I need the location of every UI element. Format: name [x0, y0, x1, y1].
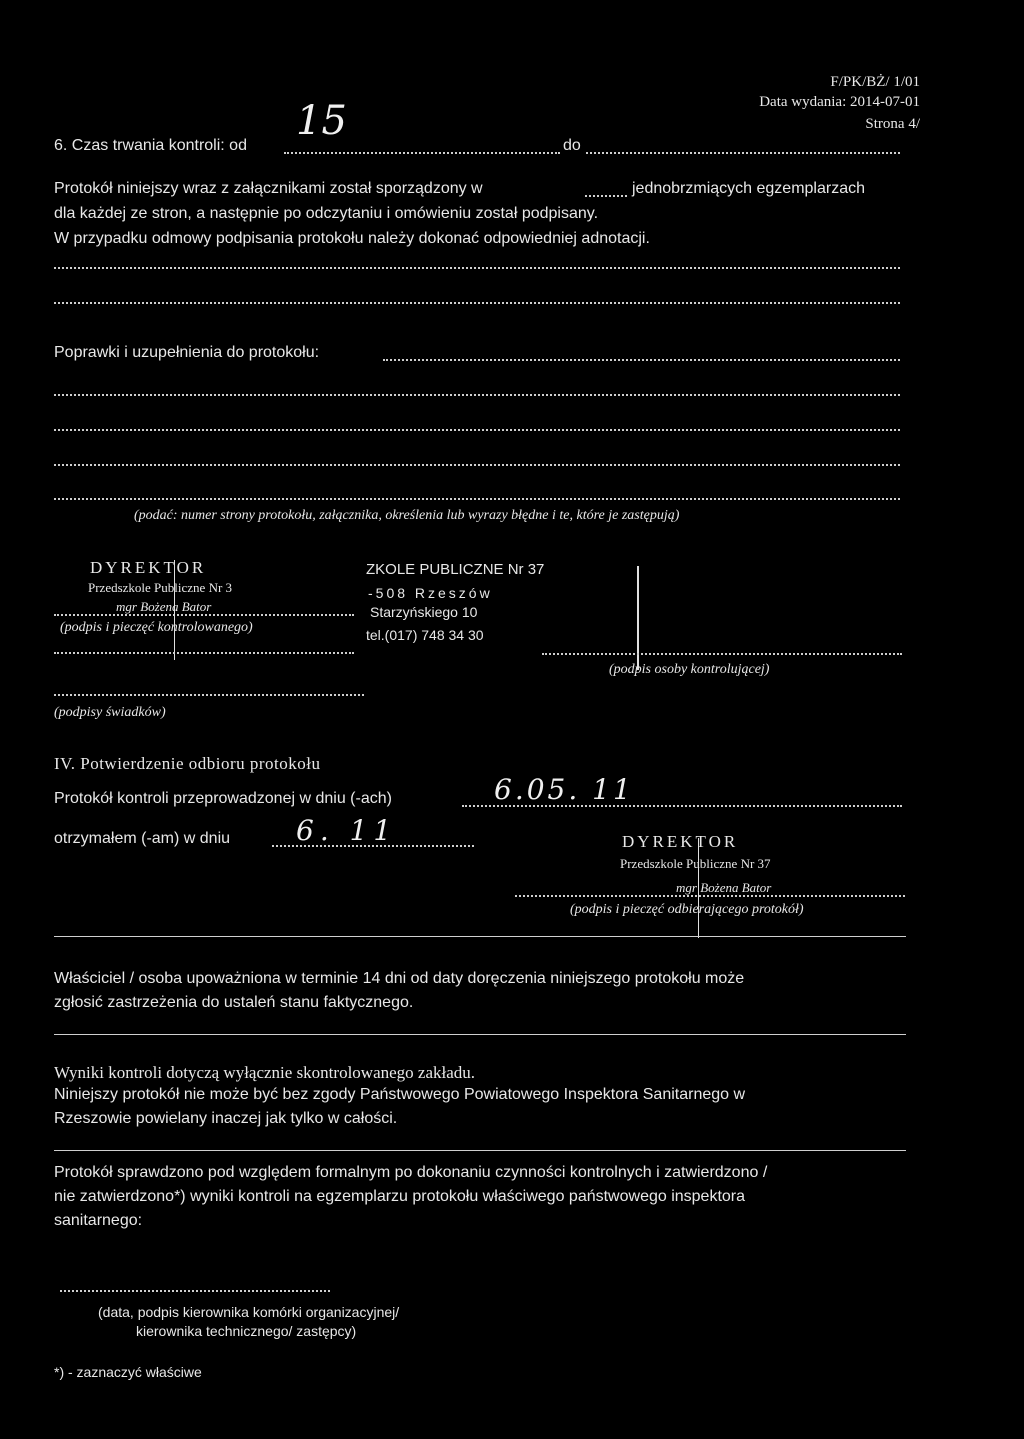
witnesses-caption: (podpisy świadków) — [54, 705, 166, 720]
checked-line-1: Protokół sprawdzono pod względem formalnym po dokonaniu czynności kontrolnych i zatwierdzono / — [54, 1164, 768, 1181]
controlled-signature-field — [54, 614, 354, 616]
witnesses-signature-field — [54, 694, 364, 696]
corrections-line-3 — [54, 464, 900, 466]
left-stamp-title: DYREKTOR — [90, 558, 207, 577]
receipt-line-1: Protokół kontroli przeprowadzonej w dniu (-ach) — [54, 790, 392, 807]
manager-signature-field — [60, 1290, 330, 1292]
receiver-signature-stroke — [698, 838, 699, 938]
results-line-3: Rzeszowie powielany inaczej jak tylko w całości. — [54, 1110, 398, 1127]
receipt-line-2: otrzymałem (-am) w dniu — [54, 830, 231, 847]
results-line-2: Niniejszy protokół nie może być bez zgody Państwowego Powiatowego Inspektora Sanitarnego w — [54, 1086, 746, 1103]
center-stamp-line-4: tel.(017) 748 34 30 — [366, 627, 484, 643]
divider-2 — [54, 1034, 906, 1035]
corrections-label: Poprawki i uzupełnienia do protokołu: — [54, 344, 320, 361]
owner-line-1: Właściciel / osoba upoważniona w terminie 14 dni od daty doręczenia niniejszego protokołu może — [54, 970, 745, 987]
owner-line-2: zgłosić zastrzeżenia do ustaleń stanu faktycznego. — [54, 994, 414, 1011]
left-stamp-line-1: Przedszkole Publiczne Nr 3 — [88, 580, 233, 595]
left-signature-stroke — [174, 560, 175, 660]
page-number: Strona 4/ — [865, 116, 920, 132]
divider-3 — [54, 1150, 906, 1151]
control-from-handwritten: 15 — [296, 98, 347, 144]
annotation-line-2 — [54, 302, 900, 304]
left-stamp-line-2: mgr Bożena Bator — [116, 599, 212, 614]
center-stamp-line-2: -508 Rzeszów — [368, 585, 493, 601]
receiver-signature-caption: (podpis i pieczęć odbierającego protokół) — [570, 902, 804, 917]
corrections-line-2 — [54, 429, 900, 431]
form-code: F/PK/BŻ/ 1/01 — [830, 74, 920, 90]
corrections-line-0 — [383, 359, 900, 361]
controlled-signature-field-2 — [54, 652, 354, 654]
divider-1 — [54, 936, 906, 937]
control-duration-label: 6. Czas trwania kontroli: od — [54, 137, 247, 154]
control-to-label: do — [563, 137, 581, 154]
receipt-date-handwritten: 6.05. 11 — [494, 773, 634, 806]
center-stamp-line-1: ZKOLE PUBLICZNE Nr 37 — [366, 561, 545, 578]
controlled-signature-caption: (podpis i pieczęć kontrolowanego) — [60, 620, 253, 635]
footer-sign-line-1: (data, podpis kierownika komórki organizacyjnej/ — [98, 1304, 400, 1320]
corrections-line-4 — [54, 498, 900, 500]
center-stamp-line-3: Starzyńskiego 10 — [370, 604, 478, 620]
results-line-1: Wyniki kontroli dotyczą wyłącznie skontrolowanego zakładu. — [54, 1063, 476, 1082]
receiver-signature-field — [515, 895, 905, 897]
section-iv-title: IV. Potwierdzenie odbioru protokołu — [54, 754, 321, 773]
right-stamp-title: DYREKTOR — [622, 832, 739, 851]
footer-sign-line-2: kierownika technicznego/ zastępcy) — [136, 1323, 357, 1339]
inspector-signature-caption: (podpis osoby kontrolującej) — [609, 662, 770, 677]
protocol-line-1-start: Protokół niniejszy wraz z załącznikami został sporządzony w — [54, 180, 483, 197]
annotation-line-1 — [54, 267, 900, 269]
corrections-caption: (podać: numer strony protokołu, załącznika, określenia lub wyrazy błędne i te, które je zastępują) — [134, 508, 680, 523]
corrections-line-1 — [54, 394, 900, 396]
copies-count-field — [585, 195, 627, 197]
checked-line-3: sanitarnego: — [54, 1212, 143, 1229]
protocol-line-3: W przypadku odmowy podpisania protokołu należy dokonać odpowiedniej adnotacji. — [54, 230, 650, 247]
inspector-signature-field — [542, 653, 902, 655]
received-date-handwritten: 6. 11 — [296, 814, 398, 847]
footnote: *) - zaznaczyć właściwe — [54, 1364, 202, 1380]
control-from-field — [284, 152, 560, 154]
right-stamp-line-1: Przedszkole Publiczne Nr 37 — [620, 856, 771, 871]
checked-line-2: nie zatwierdzono*) wyniki kontroli na egzemplarzu protokołu właściwego państwowego inspektora — [54, 1188, 746, 1205]
right-stamp-line-2: mgr Bożena Bator — [676, 880, 772, 895]
issue-date: Data wydania: 2014-07-01 — [759, 94, 920, 110]
control-to-field — [586, 152, 900, 154]
protocol-line-2: dla każdej ze stron, a następnie po odczytaniu i omówieniu został podpisany. — [54, 205, 599, 222]
protocol-line-1-end: jednobrzmiących egzemplarzach — [632, 180, 865, 197]
